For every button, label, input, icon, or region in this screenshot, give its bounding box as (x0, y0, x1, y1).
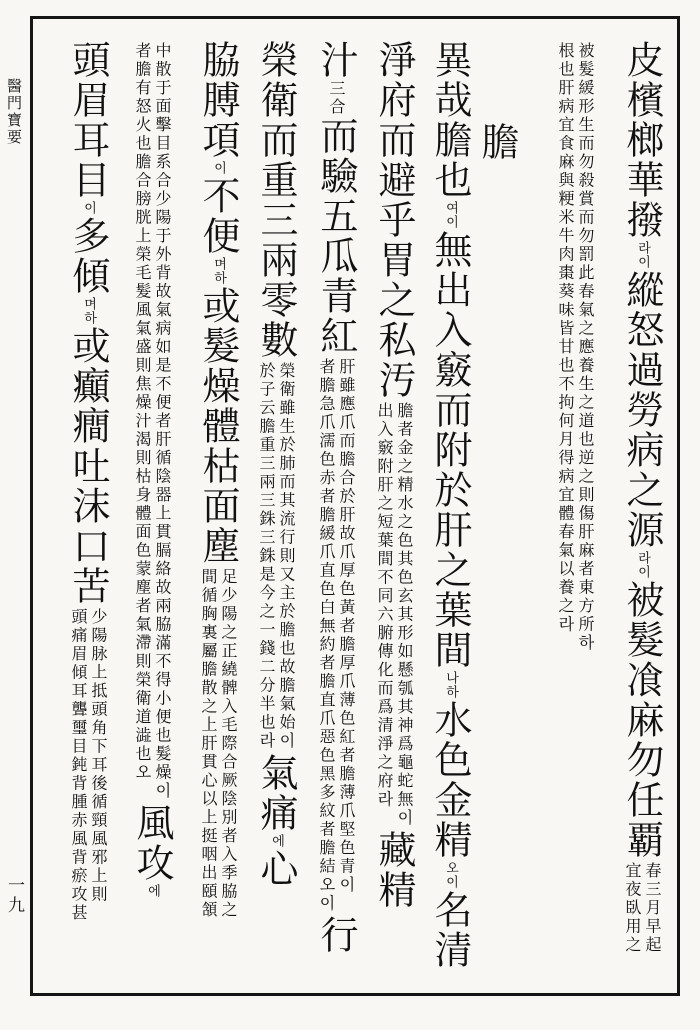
running-head: 醫門寶要 (5, 78, 23, 146)
page-number: 一九 (4, 876, 24, 916)
note-line: 間循胸裏屬膽散之上肝貫心以上挺咽出頤頷 (199, 568, 218, 920)
gugyeol-particle: 라이 (635, 241, 650, 269)
commentary-note (555, 42, 595, 653)
interlinear-note (256, 362, 296, 751)
note-line: 中散于面擊目系合少陽于外背故氣病如是不便者肝循陰器上貫膈絡故兩脇滿不得小便也髮燥이 (153, 42, 172, 801)
main-text: 不便 (196, 176, 240, 256)
main-text: 氣痛 (254, 752, 298, 833)
main-text: 淨府而避乎胃之私汚 (372, 40, 416, 400)
gugyeol-particle: 이 (81, 201, 96, 215)
gugyeol-particle: 에 (145, 883, 160, 898)
note-line: 被髮緩形生而勿殺賞而勿罰此春氣之應養生之道也逆之則傷肝麻者東方所하 (576, 42, 595, 653)
main-text: 行 (314, 915, 358, 955)
main-text: 異哉膽也 (428, 40, 472, 200)
text-column-10 (58, 40, 118, 925)
note-line: 春三月早起 (643, 862, 662, 955)
note-line: 膽者金之精水之色其色玄其形如懸瓠其神爲龜蛇無이 (395, 402, 414, 828)
main-text: 或髮燥體枯面塵 (196, 286, 240, 566)
interlinear-note (198, 568, 238, 920)
gugyeol-particle: 라이 (635, 551, 650, 579)
main-text: 被髮飡麻勿任覇 (620, 580, 664, 860)
main-text: 而驗五瓜青紅 (314, 116, 358, 356)
text-column-1 (612, 40, 672, 957)
gugyeol-particle: 나하 (443, 671, 458, 699)
commentary-note (132, 42, 172, 801)
section-heading: 膽 (475, 122, 519, 160)
interlinear-note (622, 862, 662, 955)
main-text: 無出入竅而附於肝之葉間 (428, 230, 472, 670)
interlinear-note (316, 358, 356, 913)
gugyeol-particle: 오이 (443, 861, 458, 889)
main-text: 多傾 (66, 216, 110, 296)
note-line: 宜夜臥用之 (623, 862, 642, 955)
main-text: 脇膊項 (196, 40, 240, 160)
main-text: 汁 (314, 40, 358, 80)
main-text: 頭眉耳目 (66, 40, 110, 200)
text-column-2 (545, 40, 605, 655)
main-text: 榮衛而重三兩零數 (254, 40, 298, 360)
note-line: 者膽有怒火也膽合膀胱上榮毛髮風氣盛則焦燥汁渴則枯身體面色蒙塵者氣滯則榮衛道澁也오 (133, 42, 152, 782)
note-line: 肝雖應爪而膽合於肝故爪厚色黃者膽厚爪薄色紅者膽薄爪堅色青이 (337, 358, 356, 895)
text-column-9 (122, 40, 182, 899)
gugyeol-particle: 며하 (211, 257, 226, 285)
note-line: 足少陽之正繞髀入毛際合厥陰別者入季脇之 (219, 568, 238, 920)
text-column-6 (306, 40, 366, 955)
main-text: 藏精 (372, 829, 416, 910)
main-text: 風攻 (130, 802, 174, 883)
text-column-8 (188, 40, 248, 922)
note-line: 者膽急爪濡色赤者膽緩爪直色白無約者膽直爪惡色黑多紋者膽結오이 (317, 358, 336, 913)
note-line: 榮衛雖生於肺而其流行則又主於膽也故膽氣始이 (277, 362, 296, 751)
gugyeol-particle: 이 (211, 161, 226, 175)
note-line: 頭痛眉傾耳聾璽目鈍背腫赤風背瘀攻甚 (69, 608, 88, 923)
text-column-5 (364, 40, 424, 910)
small-text: 三合 (327, 80, 346, 116)
main-text: 水色金精 (428, 700, 472, 860)
gugyeol-particle: 며하 (81, 297, 96, 325)
note-line: 根也肝病宜食麻與粳米牛肉棗葵味皆甘也不拘何月得病宜體春氣以養之라 (556, 42, 575, 634)
text-column-7 (246, 40, 306, 889)
main-text: 心 (254, 848, 298, 889)
gugyeol-particle: 여이 (443, 201, 458, 229)
text-column-4 (420, 40, 480, 970)
note-line: 出入竅附肝之短葉間不同六腑傳化而爲清淨之府라 (375, 402, 394, 809)
interlinear-note (374, 402, 414, 828)
main-text: 縱怒過勞病之源 (620, 270, 664, 550)
note-line: 於子云膽重三兩三銖三銖是今之一錢二分半也라 (257, 362, 276, 751)
gugyeol-particle: 에 (269, 833, 284, 848)
main-text: 名清 (428, 890, 472, 970)
main-text: 皮檳榔華撥 (620, 40, 664, 240)
main-text: 或癲癎吐沫口苦 (66, 326, 110, 606)
interlinear-note (68, 608, 108, 923)
note-line: 少陽脉上抵頭角下耳後循頸風邪上則 (89, 608, 108, 904)
